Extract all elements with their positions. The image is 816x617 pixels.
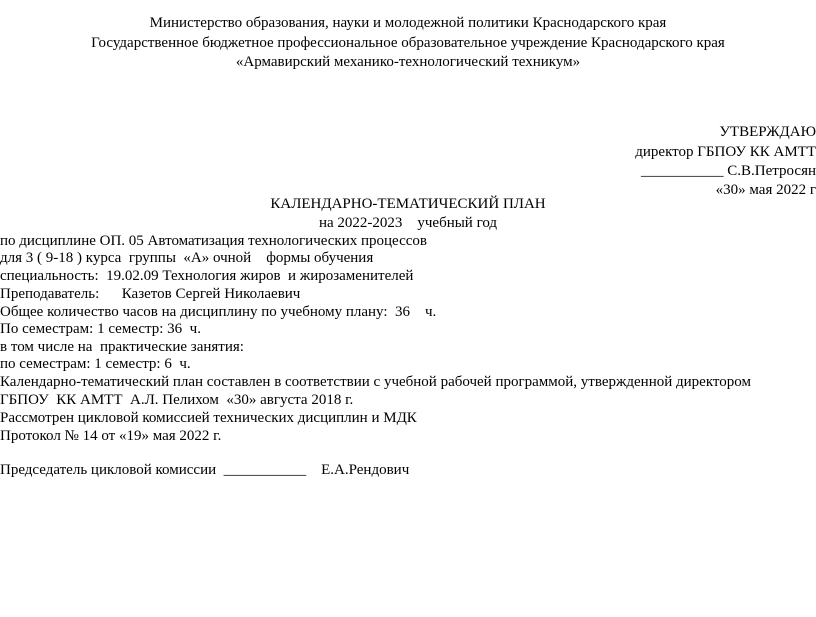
approval-title: УТВЕРЖДАЮ — [719, 124, 816, 140]
protocol-line: Протокол № 14 от «19» мая 2022 г. — [0, 428, 222, 444]
course-line: для 3 ( 9-18 ) курса группы «А» очной формы обучения — [0, 250, 374, 266]
director-line: ГБПОУ КК АМТТ А.Л. Пелихом «30» августа 2018 г. — [0, 392, 354, 408]
practical-semester-line: по семестрам: 1 семестр: 6 ч. — [0, 356, 191, 372]
plan-title: КАЛЕНДАРНО-ТЕМАТИЧЕСКИЙ ПЛАН — [270, 196, 546, 212]
discipline-line: по дисциплине ОП. 05 Автоматизация технологических процессов — [0, 233, 427, 249]
total-hours-line: Общее количество часов на дисциплину по учебному плану: 36 ч. — [0, 304, 437, 320]
commission-line: Рассмотрен цикловой комиссией технических дисциплин и МДК — [0, 410, 417, 426]
approval-date: «30» мая 2022 г — [715, 182, 816, 198]
plan-year: на 2022-2023 учебный год — [318, 215, 498, 231]
practical-line: в том числе на практические занятия: — [0, 339, 244, 355]
specialty-line: специальность: 19.02.09 Технология жиров и жирозаменителей — [0, 268, 414, 284]
chairman-line: Председатель цикловой комиссии ___________ Е.А.Рендович — [0, 462, 410, 478]
semester-hours-line: По семестрам: 1 семестр: 36 ч. — [0, 321, 201, 337]
compliance-line: Календарно-тематический план составлен в соответствии с учебной рабочей программой, утвержденной директором — [0, 374, 751, 390]
institution-line: Государственное бюджетное профессиональное образовательное учреждение Краснодарского края — [91, 35, 725, 51]
technikum-line: «Армавирский механико-технологический техникум» — [235, 54, 581, 70]
ministry-line: Министерство образования, науки и молодежной политики Краснодарского края — [149, 15, 667, 31]
teacher-line: Преподаватель: Казетов Сергей Николаевич — [0, 286, 301, 302]
approval-position: директор ГБПОУ КК АМТТ — [635, 144, 816, 160]
approval-signature: ___________ С.В.Петросян — [641, 163, 816, 179]
